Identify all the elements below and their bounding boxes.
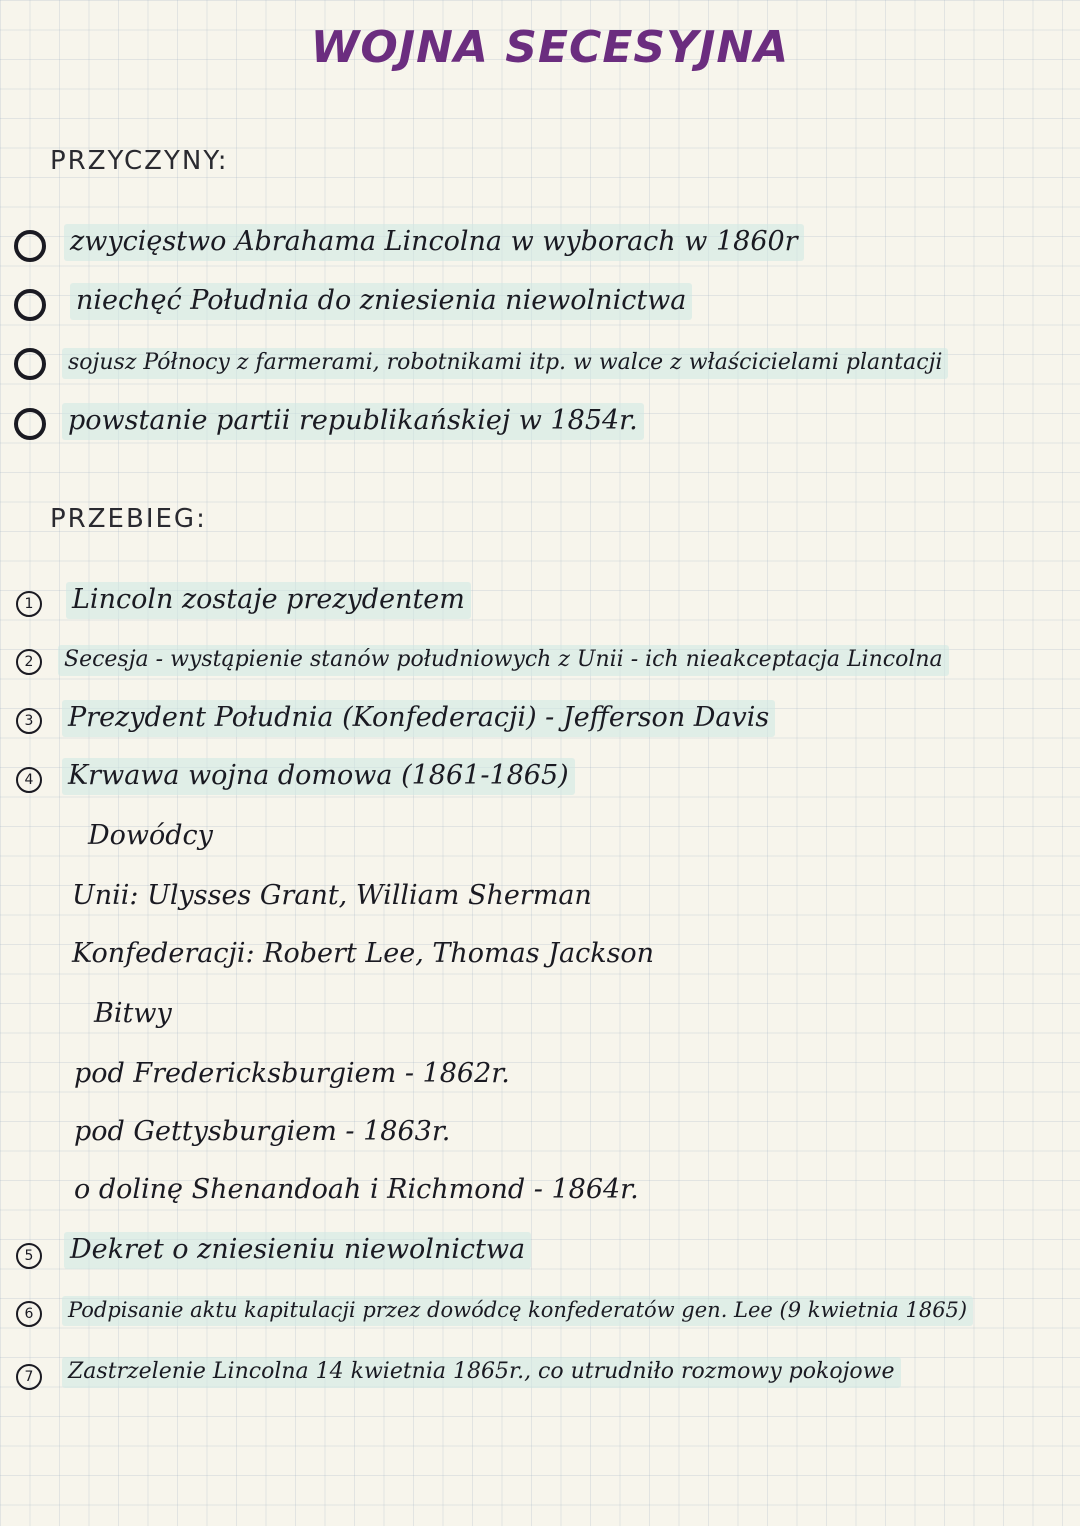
- step-number-icon: 7: [16, 1364, 42, 1390]
- course-item: Dekret o zniesieniu niewolnictwa: [64, 1234, 531, 1265]
- cause-item: sojusz Północy z farmerami, robotnikami itp. w walce z właścicielami plantacji: [62, 350, 948, 375]
- causes-heading: PRZYCZYNY:: [50, 146, 229, 176]
- step-number-icon: 4: [16, 767, 42, 793]
- step-number-icon: 3: [16, 708, 42, 734]
- course-item: Krwawa wojna domowa (1861-1865): [62, 760, 575, 791]
- bullet-circle-icon: [14, 230, 46, 262]
- commanders-union: Unii: Ulysses Grant, William Sherman: [72, 880, 592, 911]
- step-number-icon: 5: [16, 1243, 42, 1269]
- course-item: Secesja - wystąpienie stanów południowych z Unii - ich nieakceptacja Lincolna: [58, 647, 949, 672]
- cause-item: powstanie partii republikańskiej w 1854r.: [62, 405, 644, 436]
- course-item: Zastrzelenie Lincolna 14 kwietnia 1865r., co utrudniło rozmowy pokojowe: [62, 1359, 901, 1384]
- step-number-icon: 6: [16, 1301, 42, 1327]
- course-item: Podpisanie aktu kapitulacji przez dowódcę konfederatów gen. Lee (9 kwietnia 1865): [62, 1298, 973, 1322]
- battle-item: pod Fredericksburgiem - 1862r.: [74, 1058, 510, 1089]
- commanders-heading: Dowódcy: [88, 820, 213, 851]
- battles-heading: Bitwy: [94, 998, 172, 1029]
- bullet-circle-icon: [14, 348, 46, 380]
- step-number-icon: 1: [16, 591, 42, 617]
- cause-item: zwycięstwo Abrahama Lincolna w wyborach w 1860r: [64, 226, 804, 257]
- bullet-circle-icon: [14, 289, 46, 321]
- commanders-confederacy: Konfederacji: Robert Lee, Thomas Jackson: [72, 938, 655, 969]
- course-heading: PRZEBIEG:: [50, 504, 207, 534]
- battle-item: pod Gettysburgiem - 1863r.: [74, 1116, 451, 1147]
- step-number-icon: 2: [16, 649, 42, 675]
- cause-item: niechęć Południa do zniesienia niewolnictwa: [70, 285, 692, 316]
- page-title: WOJNA SECESYJNA: [310, 22, 790, 73]
- course-item: Lincoln zostaje prezydentem: [66, 584, 471, 615]
- course-item: Prezydent Południa (Konfederacji) - Jefferson Davis: [62, 702, 775, 733]
- bullet-circle-icon: [14, 408, 46, 440]
- battle-item: o dolinę Shenandoah i Richmond - 1864r.: [74, 1174, 639, 1205]
